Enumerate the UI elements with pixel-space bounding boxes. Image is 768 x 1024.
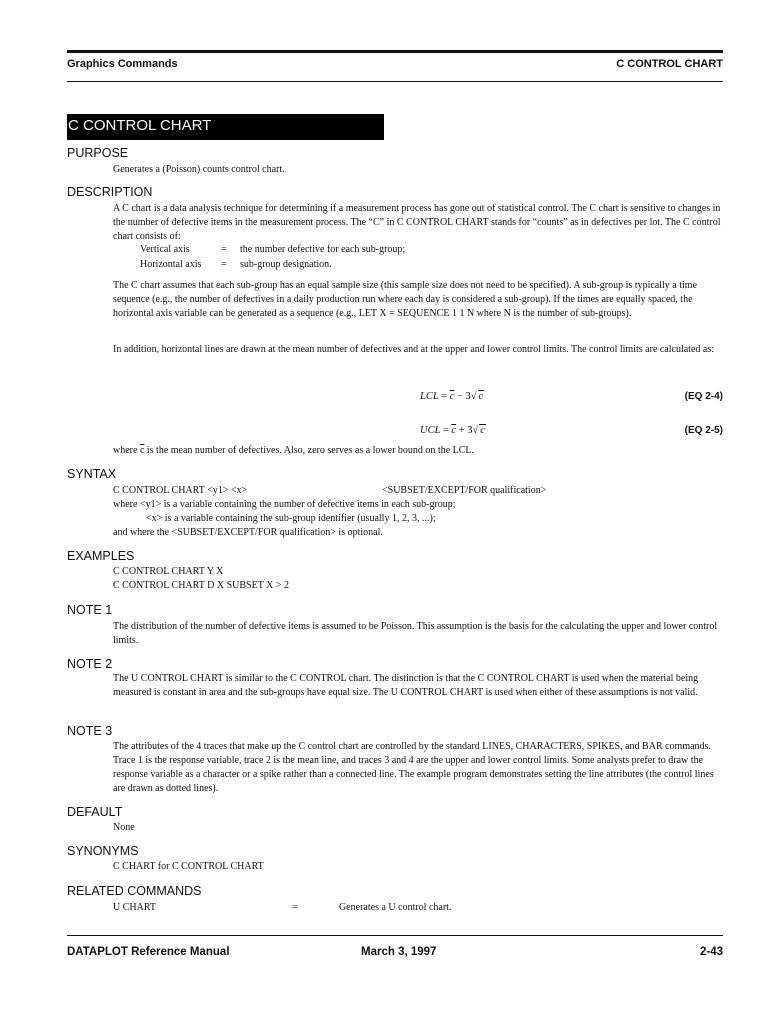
horizontal-axis-desc: sub-group designation. — [240, 259, 332, 270]
page-title-bar — [67, 114, 384, 140]
equation-lcl: LCL = $\overline{c} - 3√$ c — [420, 391, 484, 402]
note2-heading: NOTE 2 — [67, 657, 113, 671]
equation-ucl: UCL = $\overline{c} + 3√$ c — [420, 425, 485, 436]
related-command-desc: Generates a U control chart. — [339, 902, 452, 913]
footer-page-number: 2-43 — [699, 946, 723, 958]
description-para1: A C chart is a data analysis technique for determining if a measurement process has gone out of statistical control. The C chart is sensitive to changes in the number of defective items in the measurement process. The “C” in C CONTROL CHART stands for “counts” as in defectives per lot. The C control chart consists of: — [113, 203, 721, 242]
purpose-text: Generates a (Poisson) counts control chart. — [113, 164, 285, 175]
description-para2: The C chart assumes that each sub-group has an equal sample size (this sample size does not need to be specified). A sub-group is typically a time sequence (e.g., the number of defectives in a daily production run where each day is considered a sub-group). If the times are equally spaced, the horizontal axis variable can be generated as a sequence (e.g., LET X = SEQUENCE 1 1 N where N is the number of sub-groups). — [113, 280, 698, 319]
vertical-axis-desc: the number defective for each sub-group; — [240, 244, 406, 255]
syntax-qualifier: <SUBSET/EXCEPT/FOR qualification> — [382, 485, 547, 496]
page-title: C CONTROL CHART — [68, 117, 212, 134]
purpose-heading: PURPOSE — [67, 146, 129, 160]
vertical-axis-label: Vertical axis — [140, 244, 190, 255]
syntax-where-qualifier: and where the <SUBSET/EXCEPT/FOR qualification> is optional. — [113, 527, 383, 538]
horizontal-axis-label: Horizontal axis — [140, 259, 202, 270]
footer-manual-title: DATAPLOT Reference Manual — [67, 946, 230, 958]
header-command-name: C CONTROL CHART — [616, 58, 723, 70]
vertical-axis-equals: = — [221, 244, 227, 255]
synonyms-heading: SYNONYMS — [67, 844, 139, 858]
synonyms-text: C CHART for C CONTROL CHART — [113, 861, 264, 872]
related-commands-heading: RELATED COMMANDS — [67, 884, 202, 898]
description-where-line: where $\overline{c}$ is the mean number of defectives. Also, zero serves as a lower bound on the LCL. — [113, 445, 475, 456]
note1-text: The distribution of the number of defective items is assumed to be Poisson. This assumption is the basis for the calculating the upper and lower control limits. — [113, 621, 718, 646]
default-text: None — [113, 822, 135, 833]
header-bottom-rule — [67, 81, 723, 82]
examples-heading: EXAMPLES — [67, 549, 135, 563]
syntax-heading: SYNTAX — [67, 467, 117, 481]
equation-number-2-5: (EQ 2-5) — [684, 425, 723, 436]
footer-date: March 3, 1997 — [361, 946, 437, 958]
related-command-equals: = — [292, 902, 298, 913]
footer-rule — [67, 935, 723, 936]
note2-text: The U CONTROL CHART is similar to the C CONTROL chart. The distinction is that the C CONTROL CHART is used when the material being measured is constant in area and the sub-groups have equal size. The U CONTROL CHART is used when either of these assumptions is not valid. — [113, 673, 699, 698]
related-command-name: U CHART — [113, 902, 157, 913]
description-heading: DESCRIPTION — [67, 185, 153, 199]
note3-text: The attributes of the 4 traces that make up the C control chart are controlled by the standard LINES, CHARACTERS, SPIKES, and BAR commands. Trace 1 is the response variable, trace 2 is the mean line, and traces 3 and 4 are the upper and lower control limits. Some analysts prefer to draw the response variable as a character or a spike rather than a connected line. The example program demonstrates setting the line attributes (the control lines are drawn as dotted lines). — [113, 741, 714, 794]
default-heading: DEFAULT — [67, 805, 123, 819]
note1-heading: NOTE 1 — [67, 603, 113, 617]
equation-number-2-4: (EQ 2-4) — [684, 391, 723, 402]
syntax-where-y1: where <y1> is a variable containing the number of defective items in each sub-group; — [113, 499, 456, 510]
example-item: C CONTROL CHART D X SUBSET X > 2 — [113, 580, 289, 591]
syntax-where-x: <x> is a variable containing the sub-group identifier (usually 1, 2, 3, ...); — [146, 513, 436, 524]
header-top-rule — [67, 50, 723, 53]
description-para3: In addition, horizontal lines are drawn at the mean number of defectives and at the upper and lower control limits. The control limits are calculated as: — [113, 344, 715, 355]
syntax-command: C CONTROL CHART <y1> <x> — [113, 485, 248, 496]
header-section-name: Graphics Commands — [67, 58, 178, 70]
example-item: C CONTROL CHART Y X — [113, 566, 224, 577]
note3-heading: NOTE 3 — [67, 724, 113, 738]
horizontal-axis-equals: = — [221, 259, 227, 270]
